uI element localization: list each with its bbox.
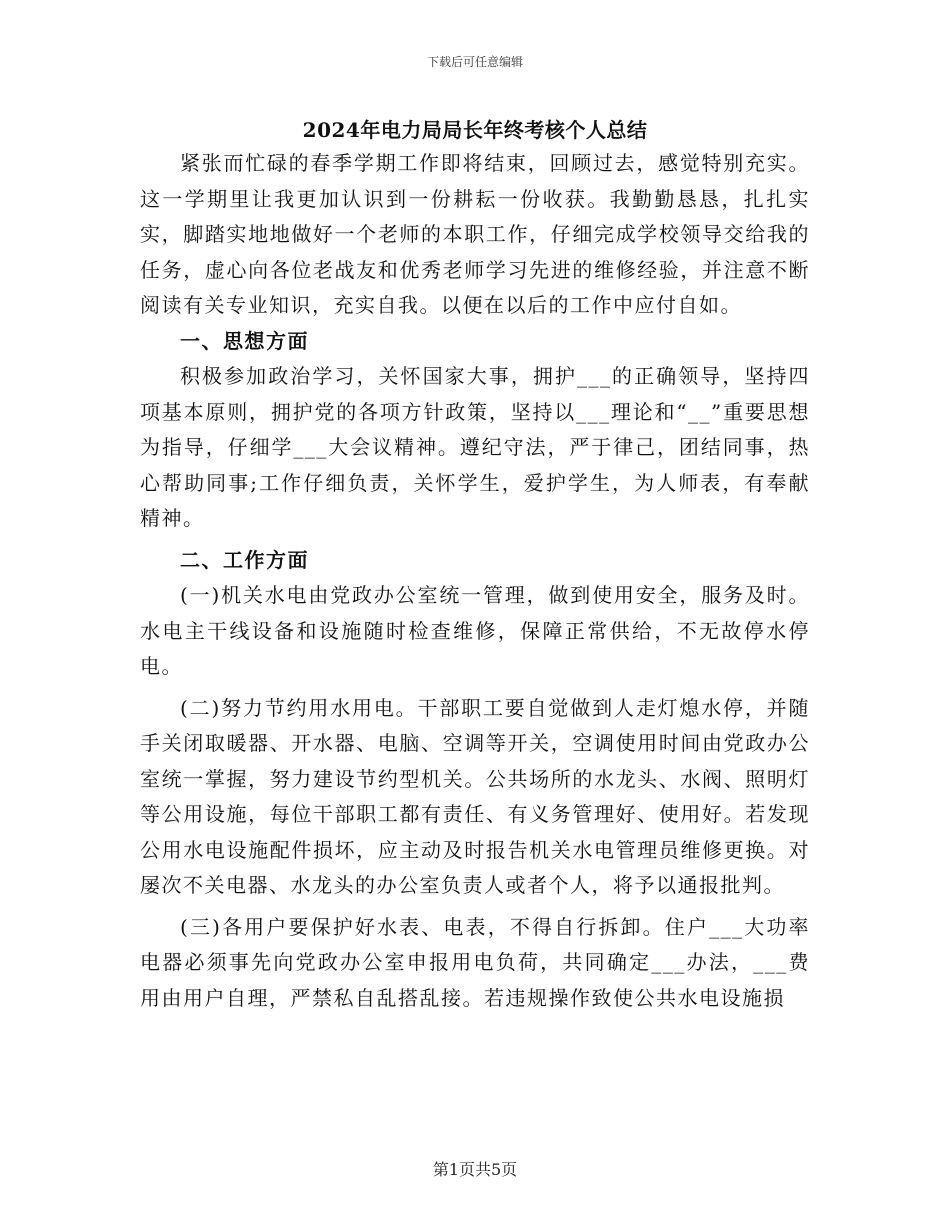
section-heading-work: 二、工作方面	[180, 547, 309, 572]
paragraph-work-1: (一)机关水电由党政办公室统一管理，做到使用安全，服务及时。水电主干线设备和设施随时检查维修，保障正常供给，不无故停水停电。	[140, 583, 810, 678]
paragraph-thought: 积极参加政治学习，关怀国家大事，拥护___的正确领导，坚持四项基本原则，拥护党的各项方针政策，坚持以___理论和“__”重要思想为指导，仔细学___大会议精神。遵纪守法，严于律己，团结同事，热心帮助同事;工作仔细负责，关怀学生，爱护学生，为人师表，有奉献精神。	[140, 364, 810, 530]
paragraph-work-2: (二)努力节约用水用电。干部职工要自觉做到人走灯熄水停，并随手关闭取暖器、开水器、电脑、空调等开关，空调使用时间由党政办公室统一掌握，努力建设节约型机关。公共场所的水龙头、水阀、照明灯等公用设施，每位干部职工都有责任、有义务管理好、使用好。若发现公用水电设施配件损坏，应主动及时报告机关水电管理员维修更换。对屡次不关电器、水龙头的办公室负责人或者个人，将予以通报批判。	[140, 695, 810, 897]
page-number: 第1页共5页	[432, 1160, 518, 1179]
document-body	[140, 146, 810, 1016]
section-heading-thought: 一、思想方面	[180, 328, 309, 353]
document-title: 2024年电力局局长年终考核个人总结	[302, 118, 648, 142]
paragraph-intro: 紧张而忙碌的春季学期工作即将结束，回顾过去，感觉特别充实。这一学期里让我更加认识到一份耕耘一份收获。我勤勤恳恳，扎扎实实，脚踏实地地做好一个老师的本职工作，仔细完成学校领导交给我的任务，虚心向各位老战友和优秀老师学习先进的维修经验，并注意不断阅读有关专业知识，充实自我。以便在以后的工作中应付自如。	[140, 151, 810, 317]
header-note: 下载后可任意编辑	[426, 55, 523, 69]
paragraph-work-3: (三)各用户要保护好水表、电表，不得自行拆卸。住户___大功率电器必须事先向党政办公室申报用电负荷，共同确定___办法，___费用由用户自理，严禁私自乱搭乱接。若违规操作致使公共水电设施损	[140, 914, 810, 1010]
